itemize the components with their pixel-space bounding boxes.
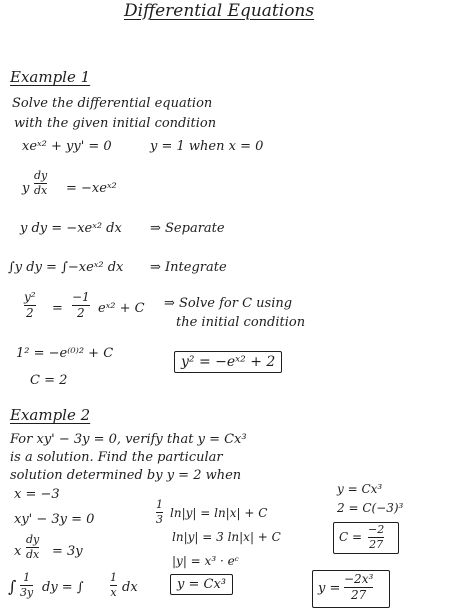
- left-step-2-rhs: = 3y: [52, 544, 83, 559]
- final-answer-fraction: [344, 573, 373, 601]
- step-2-note: ⇒ Separate: [150, 221, 225, 236]
- example-1-initial-condition: y = 1 when x = 0: [150, 139, 264, 154]
- right-step-3-fraction: [368, 524, 384, 550]
- middle-step-1-numerator: 1: [156, 498, 163, 511]
- left-step-3-end: dx: [122, 580, 138, 595]
- example-1-prompt-line-2: with the given initial condition: [14, 116, 217, 131]
- step-1-denominator: dx: [34, 183, 48, 197]
- left-step-2-denominator: dx: [26, 547, 40, 561]
- left-step-2-derivative: [26, 534, 39, 560]
- left-step-3-denominator-2: x: [110, 585, 117, 599]
- step-4-rest: eˣ² + C: [98, 301, 145, 316]
- final-answer-y: y =: [318, 581, 341, 596]
- example-1-answer: y² = −eˣ² + 2: [174, 351, 282, 373]
- left-step-3-fraction-2: [110, 572, 117, 598]
- right-step-3-denominator: 27: [369, 537, 384, 551]
- example-1-heading: Example 1: [10, 68, 91, 86]
- step-2-equation: y dy = −xeˣ² dx: [20, 221, 122, 236]
- example-2-heading: Example 2: [10, 406, 91, 424]
- left-step-3-fraction-1: [20, 572, 33, 598]
- example-2-prompt-line-2: is a solution. Find the particular: [10, 450, 223, 465]
- right-step-1: y = Cx³: [337, 482, 383, 496]
- step-4-note-line-1: ⇒ Solve for C using: [164, 296, 293, 311]
- right-step-2: 2 = C(−3)³: [337, 501, 404, 515]
- middle-step-1-denominator: 3: [156, 512, 163, 526]
- step-4-coefficient-denominator: 2: [77, 305, 85, 320]
- step-4-equals: =: [52, 301, 63, 316]
- right-step-3-numerator: −2: [368, 523, 385, 536]
- example-2-prompt-line-4: x = −3: [14, 487, 60, 502]
- step-4-coefficient: [72, 291, 90, 319]
- final-answer-denominator: 27: [351, 587, 367, 602]
- left-step-3-middle: dy = ∫: [42, 580, 84, 595]
- step-4-lhs-denominator: 2: [25, 305, 34, 320]
- left-step-3-denominator-1: 3y: [20, 585, 34, 599]
- final-answer-numerator: −2x³: [344, 572, 374, 586]
- example-2-prompt-line-3: solution determined by y = 2 when: [10, 468, 242, 483]
- left-step-2-numerator: dy: [26, 533, 40, 546]
- example-1-prompt-line-1: Solve the differential equation: [12, 96, 213, 111]
- page-title: Differential Equations: [124, 1, 315, 21]
- step-4-coefficient-numerator: −1: [72, 290, 90, 304]
- left-step-3-numerator-2: 1: [110, 571, 117, 584]
- step-3-note: ⇒ Integrate: [150, 260, 227, 275]
- step-6-equation: C = 2: [30, 373, 68, 388]
- left-step-2-x: x: [14, 544, 22, 559]
- middle-step-1: ln|y| = ln|x| + C: [170, 506, 268, 520]
- example-1-equation: xeˣ² + yy' = 0: [22, 139, 112, 154]
- step-4-note-line-2: the initial condition: [176, 315, 306, 330]
- step-3-equation: ∫y dy = ∫−xeˣ² dx: [8, 260, 124, 275]
- middle-step-2: ln|y| = 3 ln|x| + C: [172, 530, 281, 544]
- step-1-rhs: = −xeˣ²: [66, 181, 117, 196]
- step-4-lhs-numerator: y²: [24, 290, 36, 304]
- step-4-lhs-fraction: [24, 291, 36, 319]
- step-1-lhs: y: [22, 181, 30, 196]
- middle-step-1-fraction: [156, 499, 163, 525]
- middle-step-3: |y| = x³ · eᶜ: [172, 554, 239, 568]
- left-step-3-numerator-1: 1: [23, 571, 31, 584]
- step-1-derivative: [34, 170, 47, 196]
- example-2-prompt-line-1: For xy' − 3y = 0, verify that y = Cx³: [10, 432, 247, 447]
- right-step-3-c: C =: [339, 530, 363, 544]
- step-1-numerator: dy: [34, 169, 48, 182]
- middle-step-4-boxed: y = Cx³: [170, 574, 233, 595]
- left-step-3-integral: ∫: [8, 577, 17, 596]
- step-5-equation: 1² = −e⁽⁰⁾² + C: [16, 346, 114, 361]
- left-step-1: xy' − 3y = 0: [14, 512, 95, 527]
